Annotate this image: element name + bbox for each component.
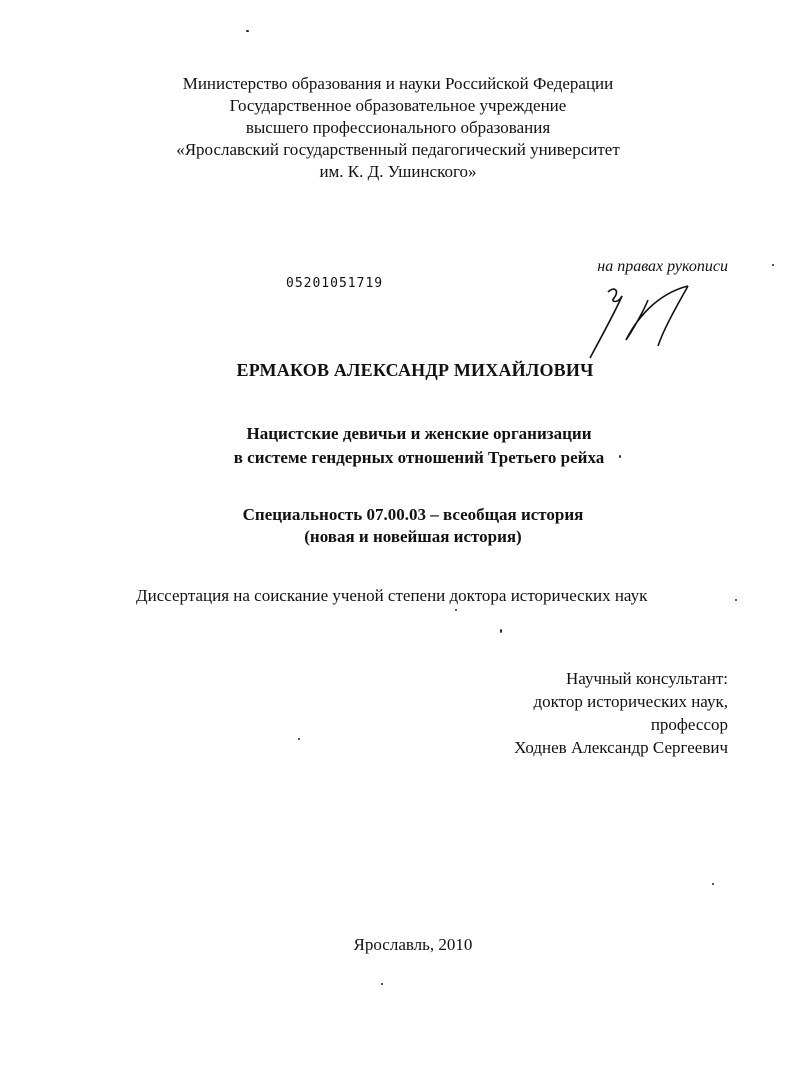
title-line-1: Нацистские девичьи и женские организации <box>246 424 592 443</box>
manuscript-note: на правах рукописи <box>597 258 728 275</box>
institution-block <box>0 73 796 183</box>
scan-speck <box>712 883 714 885</box>
dissertation-purpose: Диссертация на соискание ученой степени доктора исторических наук <box>136 586 648 605</box>
catalog-code: 05201051719 <box>286 276 384 291</box>
institution-line: Государственное образовательное учреждение <box>229 96 567 115</box>
city-year: Ярославль, 2010 <box>353 935 473 954</box>
dissertation-title <box>0 422 796 470</box>
advisor-label: Научный консультант: <box>566 669 728 688</box>
author-name: ЕРМАКОВ АЛЕКСАНДР МИХАЙЛОВИЧ <box>236 360 594 380</box>
advisor-name: Ходнев Александр Сергеевич <box>514 738 728 757</box>
advisor-degree: доктор исторических наук, <box>533 692 728 711</box>
scan-speck <box>619 455 621 458</box>
scan-speck <box>500 629 502 633</box>
advisor-rank: профессор <box>650 715 728 734</box>
institution-line: высшего профессионального образования <box>245 118 551 137</box>
specialty-line-1: Специальность 07.00.03 – всеобщая история <box>242 505 584 524</box>
institution-line: «Ярославский государственный педагогический университет <box>176 140 620 159</box>
institution-line: Министерство образования и науки Российской Федерации <box>182 74 614 93</box>
title-line-2: в системе гендерных отношений Третьего рейха <box>233 448 605 467</box>
specialty-block <box>0 504 796 548</box>
scientific-advisor <box>514 667 728 759</box>
institution-line: им. К. Д. Ушинского» <box>319 162 477 181</box>
scan-speck <box>455 609 457 611</box>
specialty-line-2: (новая и новейшая история) <box>304 527 522 546</box>
signature-icon <box>560 280 700 360</box>
scan-speck <box>298 738 300 740</box>
scan-speck <box>246 30 249 32</box>
scan-speck <box>772 264 774 266</box>
scan-speck <box>381 983 383 985</box>
scan-speck <box>735 599 737 601</box>
